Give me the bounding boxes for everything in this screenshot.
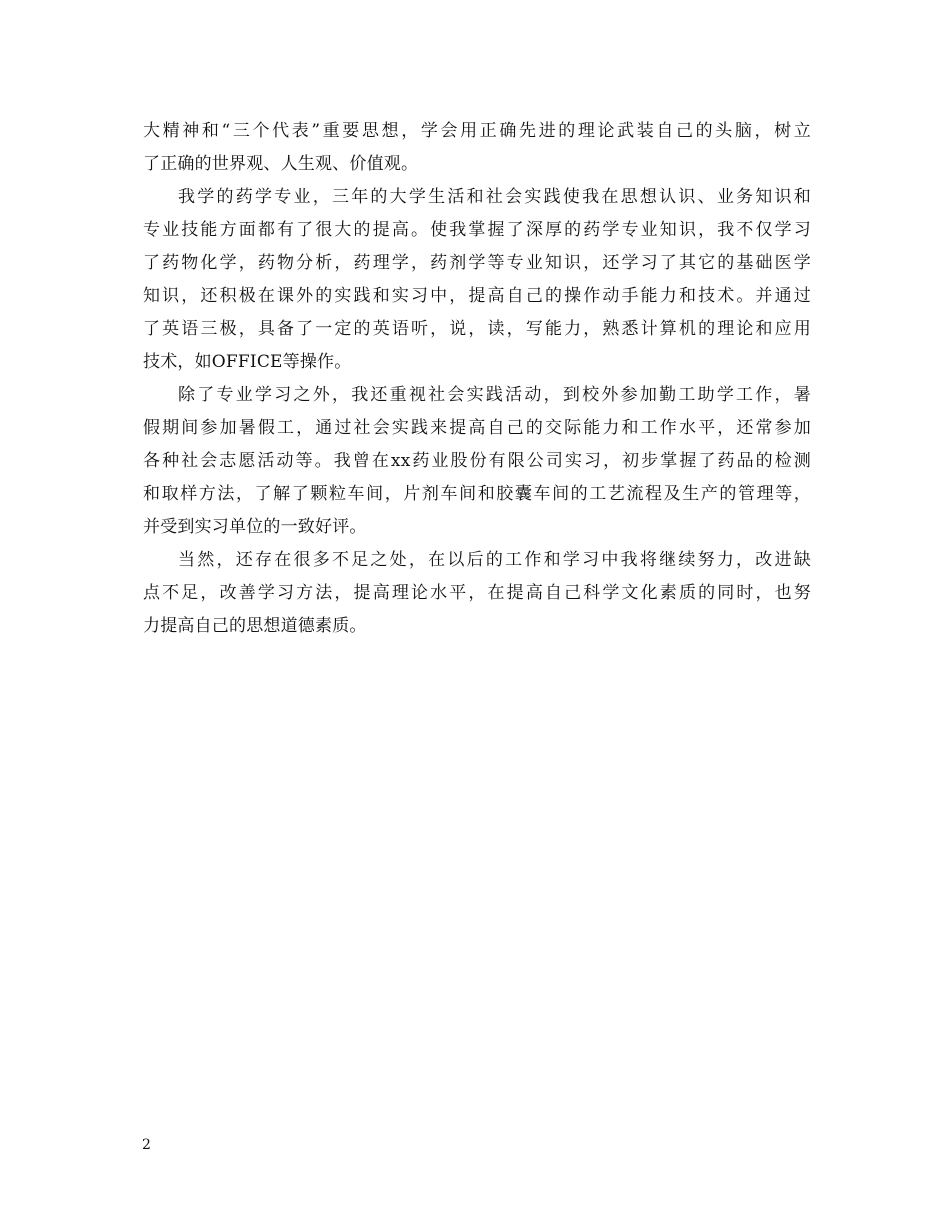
text-line: 了药物化学，药物分析，药理学，药剂学等专业知识，还学习了其它的基础医学 [143,253,811,273]
text-line: 各种社会志愿活动等。我曾在xx药业股份有限公司实习，初步掌握了药品的检测 [143,451,811,471]
paragraph-1 [143,115,811,181]
page-number: 2 [142,1137,151,1153]
paragraph-4 [143,544,811,643]
text-line: 假期间参加暑假工，通过社会实践来提高自己的交际能力和工作水平，还常参加 [143,418,811,438]
text-line: 除了专业学习之外，我还重视社会实践活动，到校外参加勤工助学工作，暑 [178,385,811,405]
text-line: 专业技能方面都有了很大的提高。使我掌握了深厚的药学专业知识，我不仅学习 [143,220,811,240]
text-line: 知识，还积极在课外的实践和实习中，提高自己的操作动手能力和技术。并通过 [143,286,811,306]
text-line: 并受到实习单位的一致好评。 [143,517,367,537]
paragraph-3 [143,379,811,544]
text-line: 当然，还存在很多不足之处，在以后的工作和学习中我将继续努力，改进缺 [178,550,811,570]
text-line: 我学的药学专业，三年的大学生活和社会实践使我在思想认识、业务知识和 [178,187,811,207]
text-line: 大精神和“三个代表”重要思想，学会用正确先进的理论武装自己的头脑，树立 [143,121,811,141]
text-line: 点不足，改善学习方法，提高理论水平，在提高自己科学文化素质的同时，也努 [143,583,811,603]
paragraph-2 [143,181,811,379]
text-line: 了正确的世界观、人生观、价值观。 [143,154,419,174]
text-line: 和取样方法，了解了颗粒车间，片剂车间和胶囊车间的工艺流程及生产的管理等， [143,484,811,504]
text-line: 了英语三极，具备了一定的英语听，说，读，写能力，熟悉计算机的理论和应用 [143,319,811,339]
document-body [143,115,811,643]
text-line: 技术，如OFFICE等操作。 [143,352,352,372]
text-line: 力提高自己的思想道德素质。 [143,616,367,636]
